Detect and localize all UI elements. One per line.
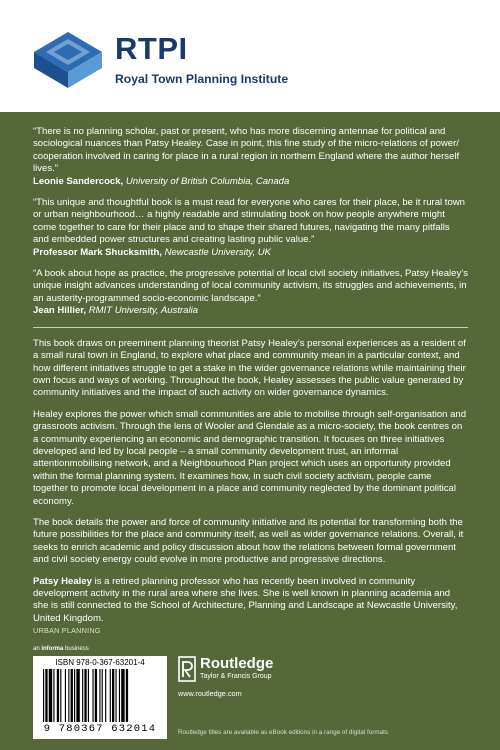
rtpi-logo-icon (32, 30, 104, 90)
brand-name: RTPI (115, 31, 188, 66)
quote-affiliation: RMIT University, Australia (88, 305, 199, 317)
quote-text: “A book about hope as practice, the progressive potential of local civil society initiatives, Patsy Healey’s unique insight advances understanding of local community activism, its struggles and achievements, in an austerity-programmed socio-economic landscape.” (33, 268, 468, 304)
quote-author: Professor Mark Shucksmith (33, 246, 160, 258)
quote-text: “There is no planning scholar, past or present, who has more discerning antennae for political and sociological nuances than Patsy Healey. Case in point, this fine study of the micro-relations of power/ cooperation involved in caring for place in a rural region in northern England where the author herself lives.” (33, 126, 460, 175)
publisher-url[interactable]: www.routledge.com (178, 689, 242, 698)
rtpi-header (0, 0, 500, 112)
informa-word: informa (41, 646, 64, 652)
ebook-note: Routledge titles are available as eBook editions in a range of digital formats (178, 729, 389, 736)
informa-suffix: business (63, 646, 89, 652)
publisher-name: Routledge (200, 655, 274, 672)
author-name: Patsy Healey (33, 575, 92, 587)
informa-business-label (33, 646, 89, 652)
quote-affiliation: University of British Columbia, Canada (125, 175, 290, 187)
isbn-number: ISBN 978-0-367-63201-4 (55, 658, 145, 667)
quote-author: Jean Hillier (33, 305, 84, 317)
barcode-bars (43, 669, 157, 722)
endorsement-quote (33, 197, 468, 259)
description-paragraph: This book draws on preeminent planning theorist Patsy Healey’s personal experiences as a resident of a small rural town in England, to explore what place and community mean in a particular context, and how different initiatives struggle to get a stake in the wider governance relations while maintaining their own focus and ways of working. Throughout the book, Healey assesses the public value generated by community initiatives and the impact of such activity on wider governance dynamics. (33, 337, 466, 399)
quote-affiliation: Newcastle University, UK (164, 246, 272, 258)
quote-attribution: Professor Mark Shucksmith, Newcastle University, UK (33, 246, 272, 258)
quote-attribution: Jean Hillier, RMIT University, Australia (33, 305, 199, 317)
rtpi-brand (115, 33, 288, 87)
routledge-logo-icon (178, 656, 196, 682)
quote-author: Leonie Sandercock (33, 175, 121, 187)
brand-subtitle: Royal Town Planning Institute (115, 72, 289, 86)
back-cover-text (33, 126, 468, 634)
publisher-group: Taylor & Francis Group (200, 673, 272, 680)
description-paragraph: Healey explores the power which small communities are able to mobilise through self-organisation and grassroots activism. Through the lens of Wooler and Glendale as a micro-society, the book centres on a community experiencing an economic and demographic transition. It focuses on three initiatives developed and led by local people – a small community development trust, an informal attentionmobilising network, and a Neighbourhood Plan project which uses an opportunity provided within the formal planning system. It examines how, in such civil society activism, people came together to promote local development in a place and community neglected by the dominant political economy. (33, 408, 467, 507)
endorsement-quote (33, 268, 468, 318)
description-paragraph: The book details the power and force of community initiative and its potential for transforming both the future possibilities for the place and community itself, as well as wider governance relations. Overall, it seeks to enrich academic and policy discussion about how the relations between formal government and civil society energy could evolve in more productive and progressive directions. (33, 516, 464, 566)
quote-text: “This unique and thoughtful book is a must read for everyone who cares for their place, be it rural town or urban neighbourhood… a highly readable and stimulating book on how people anywhere might come together to care for their place and to shape their shared futures, navigating the many pitfalls and embedded power structures and creating lasting public value.” (33, 197, 465, 246)
endorsement-quote (33, 126, 468, 188)
subject-category: URBAN PLANNING (33, 626, 101, 635)
barcode-number: 9 780367 632014 (43, 723, 157, 735)
isbn-barcode (33, 656, 167, 739)
informa-prefix: an (33, 646, 42, 652)
divider (33, 327, 468, 328)
author-bio-text: is a retired planning professor who has recently been involved in community development activity in the rural area where she lives. She is well known in planning academia and she is still connected to the School of Architecture, Planning and Landscape at Newcastle University, United Kingdom. (33, 575, 458, 624)
quote-attribution: Leonie Sandercock, University of British Columbia, Canada (33, 175, 290, 187)
author-bio (33, 576, 468, 626)
